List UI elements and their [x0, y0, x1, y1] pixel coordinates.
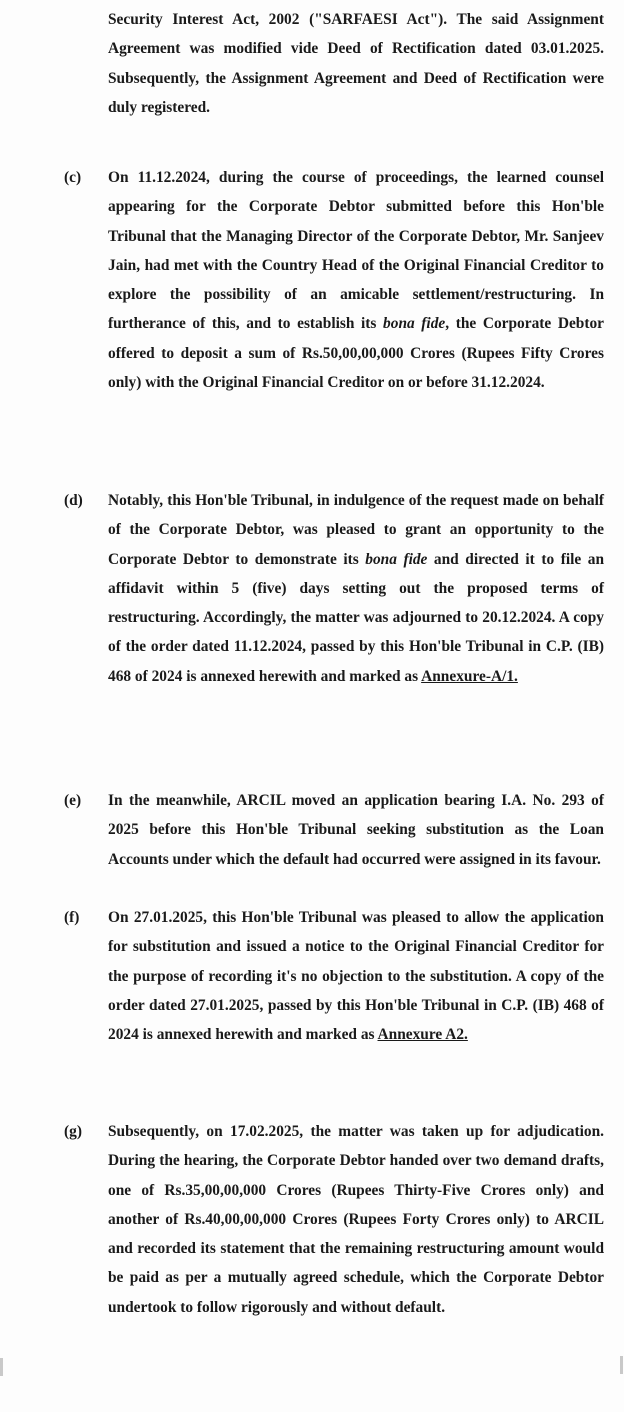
paragraph-body: Subsequently, on 17.02.2025, the matter was taken up for adjudication. During the hearing, the Corporate Debtor handed over two demand drafts, one of Rs.35,00,00,000 Crores (Rupees Thirty-Five Crores only) and another of Rs.40,00,00,000 Crores (Rupees Forty Crores only) to ARCIL and recorded its statement that the remaining restructuring amount would be paid as per a mutually agreed schedule, which the Corporate Debtor undertook to follow rigorously and without default.	[108, 1123, 604, 1316]
italic-phrase: bona fide	[365, 550, 428, 568]
italic-phrase: bona fide	[383, 315, 446, 333]
annexure-reference: Annexure-A/1.	[421, 667, 518, 685]
paragraph-label: (e)	[64, 792, 82, 809]
intro-paragraph: Security Interest Act, 2002 ("SARFAESI Act"). The said Assignment Agreement was modified vide Deed of Rectification dated 03.01.2025. Subsequently, the Assignment Agreement and Deed of Rectification were duly registered.	[108, 11, 604, 116]
paragraph-text: and directed it to file an affidavit within 5 (five) days setting out the proposed terms of restructuring. Accordingly, the matter was adjourned to 20.12.2024. A copy of the order dated 11.12.2024, passed by this Hon'ble Tribunal in C.P. (IB) 468 of 2024 is annexed herewith and marked as	[108, 550, 604, 685]
paragraph-label: (c)	[64, 169, 82, 186]
paragraph-label: (f)	[64, 909, 80, 926]
paragraph-label: (d)	[64, 492, 83, 509]
annexure-reference: Annexure A2.	[377, 1026, 468, 1044]
scan-edge-mark	[620, 1356, 623, 1374]
paragraph-text: , the Corporate Debtor offered to deposit a sum of Rs.50,00,00,000 Crores (Rupees Fifty Crores only) with the Original Financial Creditor on or before 31.12.2024.	[108, 315, 604, 392]
scan-edge-mark	[0, 1358, 3, 1376]
paragraph-body: In the meanwhile, ARCIL moved an application bearing I.A. No. 293 of 2025 before this Hon'ble Tribunal seeking substitution as the Loan Accounts under which the default had occurred were assigned in its favour.	[108, 792, 604, 868]
paragraph-text: On 27.01.2025, this Hon'ble Tribunal was pleased to allow the application for substitution and issued a notice to the Original Financial Creditor for the purpose of recording it's no objection to the substitution. A copy of the order dated 27.01.2025, passed by this Hon'ble Tribunal in C.P. (IB) 468 of 2024 is annexed herewith and marked as	[108, 909, 604, 1044]
paragraph-body	[108, 903, 604, 1049]
paragraph-text: On 11.12.2024, during the course of proceedings, the learned counsel appearing for the Corporate Debtor submitted before this Hon'ble Tribunal that the Managing Director of the Corporate Debtor, Mr. Sanjeev Jain, had met with the Country Head of the Original Financial Creditor to explore the possibility of an amicable settlement/restructuring. In furtherance of this, and to establish its	[108, 169, 604, 333]
paragraph-body	[108, 163, 604, 397]
paragraph-body	[108, 486, 604, 691]
paragraph-text: Notably, this Hon'ble Tribunal, in indulgence of the request made on behalf of the Corporate Debtor, was pleased to grant an opportunity to the Corporate Debtor to demonstrate its	[108, 492, 604, 568]
paragraph-label: (g)	[64, 1123, 82, 1140]
